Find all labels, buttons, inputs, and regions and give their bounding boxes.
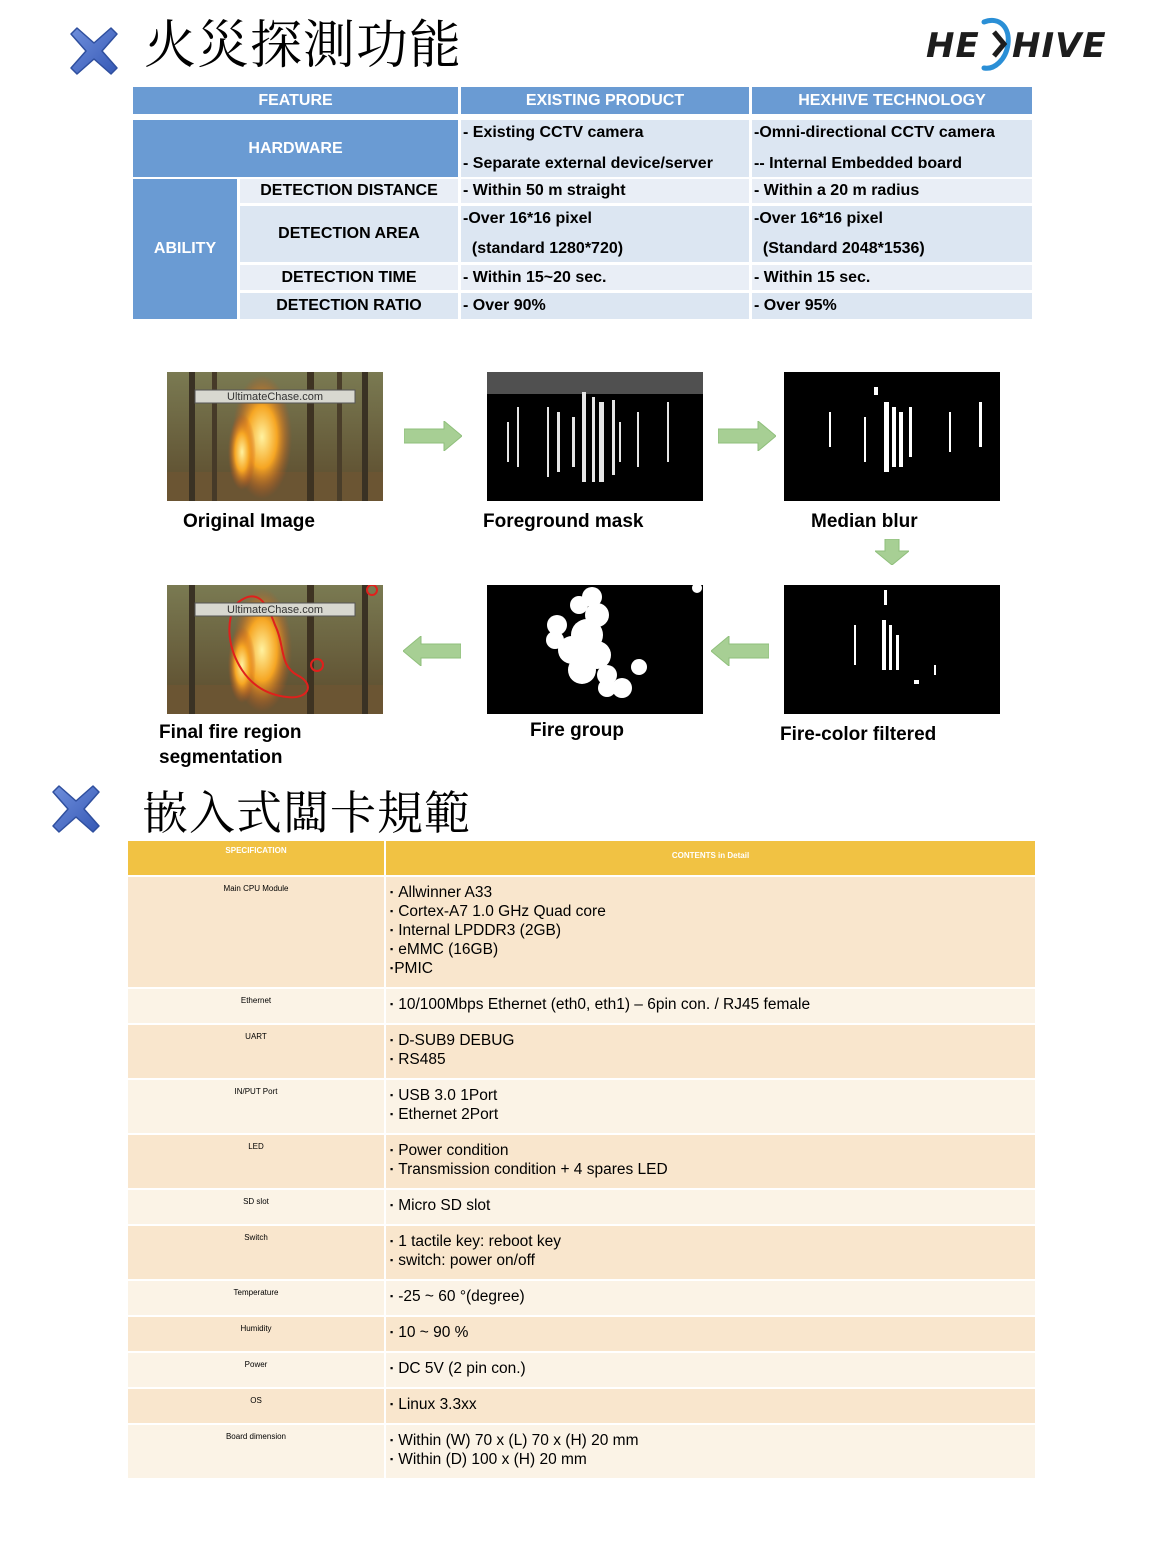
arrow-right-icon <box>404 421 462 451</box>
spec-table <box>128 841 1035 1480</box>
caption-final-fire-region <box>159 720 302 770</box>
section-title-fire-detection: 火災探測功能 <box>144 16 463 76</box>
spec-row-name: OS <box>128 1389 386 1423</box>
spec-item: ▪ -25 ~ 60 °(degree) <box>390 1287 1035 1306</box>
spec-item: ▪ Internal LPDDR3 (2GB) <box>390 921 1035 940</box>
spec-row-name: IN/PUT Port <box>128 1080 386 1133</box>
hardware-hexhive-line-1: -Omni-directional CCTV camera <box>754 124 995 141</box>
spec-item: ▪ 10 ~ 90 % <box>390 1323 1035 1342</box>
spec-row <box>128 1135 1035 1190</box>
row-label-hardware: HARDWARE <box>133 120 458 177</box>
final-segmentation-image <box>167 585 383 714</box>
feature-detection-ratio: DETECTION RATIO <box>240 293 458 319</box>
area-hexhive-line-1: -Over 16*16 pixel <box>754 210 883 227</box>
x-mark-icon <box>49 782 103 836</box>
spec-item: ▪ Cortex-A7 1.0 GHz Quad core <box>390 902 1035 921</box>
spec-item: ▪ 10/100Mbps Ethernet (eth0, eth1) – 6pin con. / RJ45 female <box>390 995 1035 1014</box>
spec-row <box>128 1317 1035 1353</box>
spec-header-contents: CONTENTS in Detail <box>671 851 750 860</box>
spec-row <box>128 1190 1035 1226</box>
feature-detection-time: DETECTION TIME <box>240 265 458 290</box>
feature-detection-area: DETECTION AREA <box>240 206 458 262</box>
watermark-text-2: UltimateChase.com <box>227 604 323 616</box>
median-blur-image <box>784 372 1000 501</box>
original-image <box>167 372 383 501</box>
arrow-left-icon <box>711 636 769 666</box>
x-mark-icon <box>67 24 121 78</box>
spec-header-row <box>128 841 1035 877</box>
hardware-existing-line-1: - Existing CCTV camera <box>463 124 644 141</box>
spec-row <box>128 1281 1035 1317</box>
header-feature: FEATURE <box>133 87 458 114</box>
row-label-ability: ABILITY <box>133 179 237 319</box>
hexhive-logo <box>926 14 1106 74</box>
area-existing-line-2: (standard 1280*720) <box>463 240 624 257</box>
spec-row <box>128 877 1035 989</box>
spec-row-contents <box>386 1353 1035 1387</box>
spec-row <box>128 1226 1035 1281</box>
spec-row-contents <box>386 877 1035 987</box>
spec-item: ▪ 1 tactile key: reboot key <box>390 1232 1035 1251</box>
spec-header-specification: SPECIFICATION <box>128 841 386 875</box>
spec-row-contents <box>386 1425 1035 1478</box>
hardware-hexhive <box>752 120 1032 177</box>
spec-item: ▪ RS485 <box>390 1050 1035 1069</box>
spec-item: ▪ Linux 3.3xx <box>390 1395 1035 1414</box>
spec-row-contents <box>386 989 1035 1023</box>
area-existing-line-1: -Over 16*16 pixel <box>463 210 592 227</box>
caption-original-image: Original Image <box>183 511 315 532</box>
spec-item: ▪ PMIC <box>390 959 1035 978</box>
caption-final-line-1: Final fire region <box>159 722 302 743</box>
caption-foreground-mask: Foreground mask <box>483 511 644 532</box>
spec-row-contents <box>386 1226 1035 1279</box>
spec-row-contents <box>386 1389 1035 1423</box>
ratio-existing: - Over 90% <box>461 293 749 319</box>
spec-row <box>128 1389 1035 1425</box>
distance-hexhive: - Within a 20 m radius <box>752 179 1032 203</box>
logo-text-right: HIVE <box>1012 26 1107 66</box>
spec-item: ▪ USB 3.0 1Port <box>390 1086 1035 1105</box>
spec-item: ▪ Transmission condition + 4 spares LED <box>390 1160 1035 1179</box>
spec-row-name: SD slot <box>128 1190 386 1224</box>
caption-median-blur: Median blur <box>811 511 918 532</box>
distance-existing: - Within 50 m straight <box>461 179 749 203</box>
caption-fire-group: Fire group <box>530 720 624 741</box>
spec-item: ▪ Within (W) 70 x (L) 70 x (H) 20 mm <box>390 1431 1035 1450</box>
hardware-hexhive-line-2: -- Internal Embedded board <box>754 155 963 172</box>
spec-item: ▪ Ethernet 2Port <box>390 1105 1035 1124</box>
spec-row-contents <box>386 1080 1035 1133</box>
hardware-existing-line-2: - Separate external device/server <box>463 155 713 172</box>
spec-row-name: Board dimension <box>128 1425 386 1478</box>
section-title-embedded-board: 嵌入式闆卡規範 <box>142 786 471 840</box>
header-existing-product: EXISTING PRODUCT <box>461 87 749 114</box>
logo-text-left: HE <box>926 26 980 66</box>
spec-item: ▪ eMMC (16GB) <box>390 940 1035 959</box>
fire-group-image <box>487 585 703 714</box>
area-hexhive-line-2: (Standard 2048*1536) <box>754 240 925 257</box>
spec-row-name: UART <box>128 1025 386 1078</box>
spec-row-name: Power <box>128 1353 386 1387</box>
comparison-table <box>133 87 1032 319</box>
spec-row-name: Temperature <box>128 1281 386 1315</box>
spec-item: ▪ D-SUB9 DEBUG <box>390 1031 1035 1050</box>
spec-row-name: LED <box>128 1135 386 1188</box>
spec-row <box>128 1425 1035 1480</box>
caption-fire-color-filtered: Fire-color filtered <box>780 724 937 745</box>
spec-row-contents <box>386 1281 1035 1315</box>
spec-row <box>128 989 1035 1025</box>
spec-row-name: Switch <box>128 1226 386 1279</box>
spec-row <box>128 1353 1035 1389</box>
spec-item: ▪ Micro SD slot <box>390 1196 1035 1215</box>
spec-row-name: Humidity <box>128 1317 386 1351</box>
foreground-mask-image <box>487 372 703 501</box>
spec-row-contents <box>386 1317 1035 1351</box>
area-existing <box>461 206 749 262</box>
spec-item: ▪ Within (D) 100 x (H) 20 mm <box>390 1450 1035 1469</box>
spec-row-name: Main CPU Module <box>128 877 386 987</box>
spec-row <box>128 1080 1035 1135</box>
spec-item: ▪ switch: power on/off <box>390 1251 1035 1270</box>
spec-item: ▪ Power condition <box>390 1141 1035 1160</box>
spec-row <box>128 1025 1035 1080</box>
spec-item: ▪ Allwinner A33 <box>390 883 1035 902</box>
spec-item: ▪ DC 5V (2 pin con.) <box>390 1359 1035 1378</box>
spec-row-contents <box>386 1190 1035 1224</box>
arrow-down-icon <box>875 539 909 565</box>
spec-row-name: Ethernet <box>128 989 386 1023</box>
spec-row-contents <box>386 1025 1035 1078</box>
feature-detection-distance: DETECTION DISTANCE <box>240 179 458 203</box>
hardware-existing <box>461 120 749 177</box>
time-existing: - Within 15~20 sec. <box>461 265 749 290</box>
area-hexhive <box>752 206 1032 262</box>
ratio-hexhive: - Over 95% <box>752 293 1032 319</box>
arrow-left-icon <box>403 636 461 666</box>
header-hexhive-technology: HEXHIVE TECHNOLOGY <box>752 87 1032 114</box>
spec-row-contents <box>386 1135 1035 1188</box>
watermark-text-1: UltimateChase.com <box>227 391 323 403</box>
fire-color-filtered-image <box>784 585 1000 714</box>
caption-final-line-2: segmentation <box>159 747 283 768</box>
time-hexhive: - Within 15 sec. <box>752 265 1032 290</box>
arrow-right-icon <box>718 421 776 451</box>
